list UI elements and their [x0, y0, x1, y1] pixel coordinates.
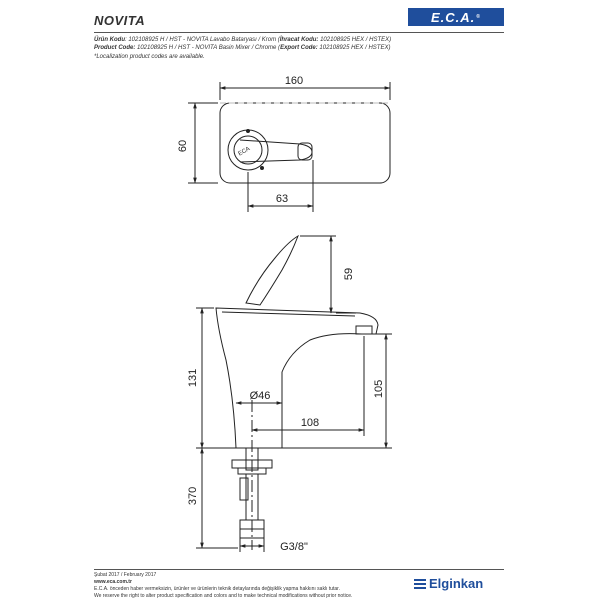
localization-note: *Localization product codes are available.	[94, 53, 205, 60]
en-code-label: Product Code:	[94, 45, 136, 52]
top-view	[188, 82, 390, 212]
side-view-body	[216, 308, 378, 448]
top-view-pin-top	[247, 130, 250, 133]
dim-reach-label: 108	[300, 417, 320, 429]
footer	[94, 572, 352, 600]
footer-date: Şubat 2017 / February 2017	[94, 572, 157, 578]
dim-spout-label: 59	[343, 267, 355, 281]
dim-hose-label: 370	[187, 486, 199, 506]
dim-thread-label: G3/8"	[280, 541, 308, 553]
tr-export-code: 102108925 HEX / HSTEX)	[318, 37, 392, 43]
dim-handle-label: 63	[275, 193, 289, 205]
product-title: NOVITA	[94, 13, 146, 28]
elginkan-icon	[414, 578, 426, 590]
footer-website: www.eca.com.tr	[94, 579, 132, 585]
dim-base-label: Ø46	[249, 390, 271, 402]
tr-export-label: İhracat Kodu:	[279, 37, 319, 43]
side-view-handle	[246, 236, 298, 305]
tr-code-label: Ürün Kodu	[94, 37, 125, 43]
footer-note-tr: E.C.A. önceden haber vermeksizin, ürünler ve ürünlerin teknik detaylarında değişiklik yapma hakkını saklı tutar.	[94, 586, 340, 592]
elginkan-text: Elginkan	[429, 576, 484, 591]
dim-width-label: 160	[284, 75, 304, 87]
elginkan-logo	[414, 576, 483, 591]
eca-logo-text: E.C.A.	[431, 9, 476, 25]
side-view-aerator	[356, 326, 372, 334]
top-view-pin-bottom	[261, 167, 264, 170]
hose-ferrule-left	[240, 478, 248, 500]
footer-note-en: We reserve the right to alter product specification and colors and to make technical modifications without prior notice.	[94, 593, 353, 599]
en-code-text: 102108925 H / HST - NOVITA Basin Mixer / Chrome (	[135, 45, 281, 52]
footer-divider	[94, 569, 504, 570]
dim-depth-label: 60	[177, 139, 189, 153]
registered-mark: ®	[476, 14, 481, 20]
en-export-label: Export Code:	[280, 45, 318, 52]
top-view-logo: ECA	[237, 146, 252, 158]
dim-total-label: 131	[187, 368, 199, 388]
side-view	[196, 236, 392, 552]
tr-code-text: : 102108925 H / HST - NOVITA Lavabo Bataryası / Krom (	[125, 37, 280, 43]
en-export-code: 102108925 HEX / HSTEX)	[317, 45, 391, 52]
dim-outlet-label: 105	[373, 379, 385, 399]
